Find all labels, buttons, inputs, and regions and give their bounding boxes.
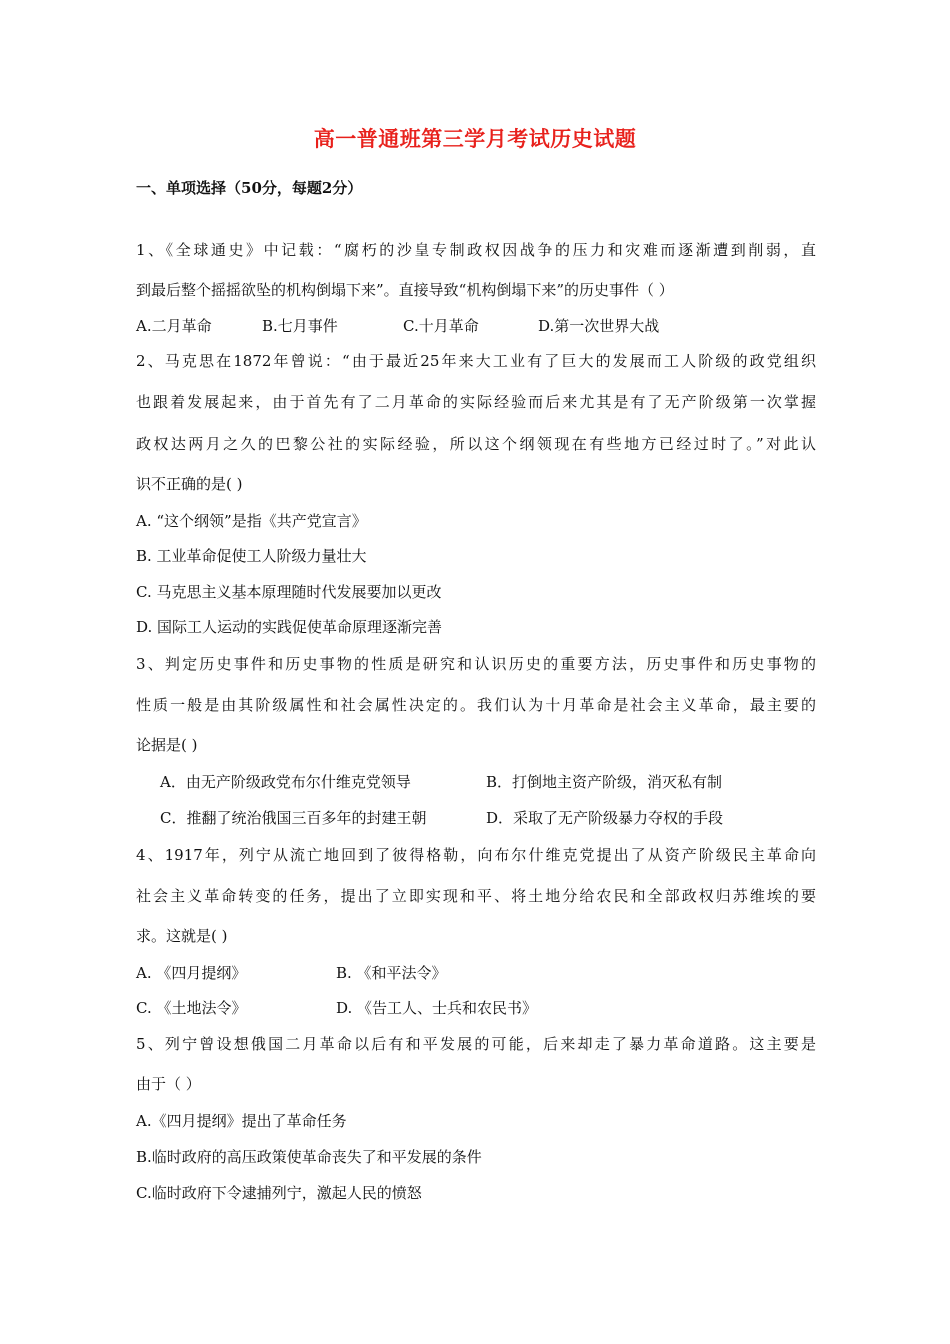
q2-option-b: B. 工业革命促使工人阶级力量壮大 xyxy=(136,547,367,565)
q5-line-1: 5、列宁曾设想俄国二月革命以后有和平发展的可能，后来却走了暴力革命道路。这主要是 xyxy=(136,1035,816,1053)
q3-line-1: 3、判定历史事件和历史事物的性质是研究和认识历史的重要方法，历史事件和历史事物的 xyxy=(136,655,816,673)
q1-line-1: 1、《全球通史》中记载：“腐朽的沙皇专制政权因战争的压力和灾难而逐渐遭到削弱，直 xyxy=(136,241,816,259)
q2-line-1: 2、马克思在1872年曾说：“由于最近25年来大工业有了巨大的发展而工人阶级的政党组织 xyxy=(136,352,816,370)
q3-option-c: C．推翻了统治俄国三百多年的封建王朝 xyxy=(160,809,427,827)
q4-option-b: B. 《和平法令》 xyxy=(336,964,447,982)
q4-line-2: 社会主义革命转变的任务，提出了立即实现和平、将土地分给农民和全部政权归苏维埃的要 xyxy=(136,887,816,905)
q5-option-b: B.临时政府的高压政策使革命丧失了和平发展的条件 xyxy=(136,1148,482,1166)
q4-option-a: A. 《四月提纲》 xyxy=(136,964,247,982)
q5-option-c: C.临时政府下令逮捕列宁，激起人民的愤怒 xyxy=(136,1184,422,1202)
q1-option-d: D.第一次世界大战 xyxy=(538,317,660,335)
q5-option-a: A.《四月提纲》提出了革命任务 xyxy=(136,1112,347,1130)
q1-option-c: C.十月革命 xyxy=(403,317,479,335)
q1-option-b: B.七月事件 xyxy=(262,317,338,335)
q1-option-a: A.二月革命 xyxy=(136,317,212,335)
q2-option-d: D. 国际工人运动的实践促使革命原理逐渐完善 xyxy=(136,618,443,636)
q4-line-3: 求。这就是( ) xyxy=(136,927,228,945)
q3-line-3: 论据是( ) xyxy=(136,736,198,754)
section-heading: 一、单项选择（50分，每题2分） xyxy=(136,179,363,197)
q2-line-2: 也跟着发展起来，由于首先有了二月革命的实际经验而后来尤其是有了无产阶级第一次掌握 xyxy=(136,393,816,411)
q3-option-a: A．由无产阶级政党布尔什维克党领导 xyxy=(160,773,411,791)
q1-line-2: 到最后整个摇摇欲坠的机构倒塌下来”。直接导致“机构倒塌下来”的历史事件（ ） xyxy=(136,281,674,299)
q5-line-2: 由于（ ） xyxy=(136,1075,201,1093)
q2-option-a: A. “这个纲领”是指《共产党宣言》 xyxy=(136,512,367,530)
q2-line-3: 政权达两月之久的巴黎公社的实际经验，所以这个纲领现在有些地方已经过时了。”对此认 xyxy=(136,435,816,453)
q3-option-b: B．打倒地主资产阶级，消灭私有制 xyxy=(486,773,723,791)
q4-line-1: 4、1917年，列宁从流亡地回到了彼得格勒，向布尔什维克党提出了从资产阶级民主革命向 xyxy=(136,846,816,864)
q4-option-c: C. 《土地法令》 xyxy=(136,999,247,1017)
page-title: 高一普通班第三学月考试历史试题 xyxy=(313,126,637,151)
q4-option-d: D. 《告工人、士兵和农民书》 xyxy=(336,999,538,1017)
q3-line-2: 性质一般是由其阶级属性和社会属性决定的。我们认为十月革命是社会主义革命，最主要的 xyxy=(136,696,816,714)
q3-option-d: D．采取了无产阶级暴力夺权的手段 xyxy=(486,809,724,827)
q2-line-4: 识不正确的是( ) xyxy=(136,475,243,493)
q2-option-c: C. 马克思主义基本原理随时代发展要加以更改 xyxy=(136,583,442,601)
